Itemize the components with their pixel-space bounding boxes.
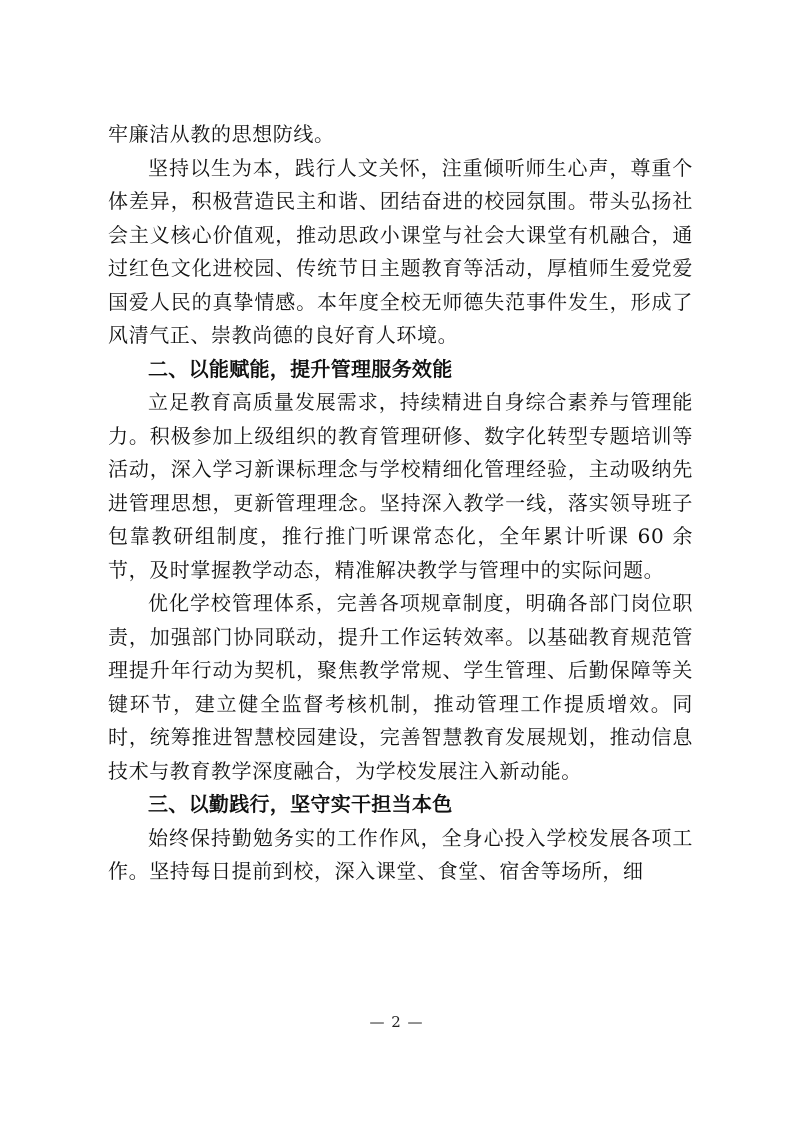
document-body <box>108 118 693 889</box>
paragraph-continuation: 牢廉洁从教的思想防线。 <box>108 122 335 146</box>
paragraph-work-style: 始终保持勤勉务实的工作作风，全身心投入学校发展各项工作。坚持每日提前到校，深入课堂、食堂、宿舍等场所，细 <box>108 825 693 883</box>
paragraph-teacher-ethics: 坚持以生为本，践行人文关怀，注重倾听师生心声，尊重个体差异，积极营造民主和谐、团结奋进的校园氛围。带头弘扬社会主义核心价值观，推动思政小课堂与社会大课堂有机融合，通过红色文化进校园、传统节日主题教育等活动，厚植师生爱党爱国爱人民的真挚情感。本年度全校无师德失范事件发生，形成了风清气正、崇教尚德的良好育人环境。 <box>108 155 693 347</box>
section-heading-3: 三、以勤践行，坚守实干担当本色 <box>148 792 453 816</box>
page-number: — 2 — <box>369 1013 424 1031</box>
paragraph-management-system: 优化学校管理体系，完善各项规章制度，明确各部门岗位职责，加强部门协同联动，提升工作运转效率。以基础教育规范管理提升年行动为契机，聚焦教学常规、学生管理、后勤保障等关键环节，建立健全监督考核机制，推动管理工作提质增效。同时，统筹推进智慧校园建设，完善智慧教育发展规划，推动信息技术与教育教学深度融合，为学校发展注入新动能。 <box>108 591 693 783</box>
paragraph-management-ability: 立足教育高质量发展需求，持续精进自身综合素养与管理能力。积极参加上级组织的教育管理研修、数字化转型专题培训等活动，深入学习新课标理念与学校精细化管理经验，主动吸纳先进管理思想，更新管理理念。坚持深入教学一线，落实领导班子包靠教研组制度，推行推门听课常态化，全年累计听课 60 余节，及时掌握教学动态，精准解决教学与管理中的实际问题。 <box>108 390 693 582</box>
section-heading-2: 二、以能赋能，提升管理服务效能 <box>148 356 453 381</box>
